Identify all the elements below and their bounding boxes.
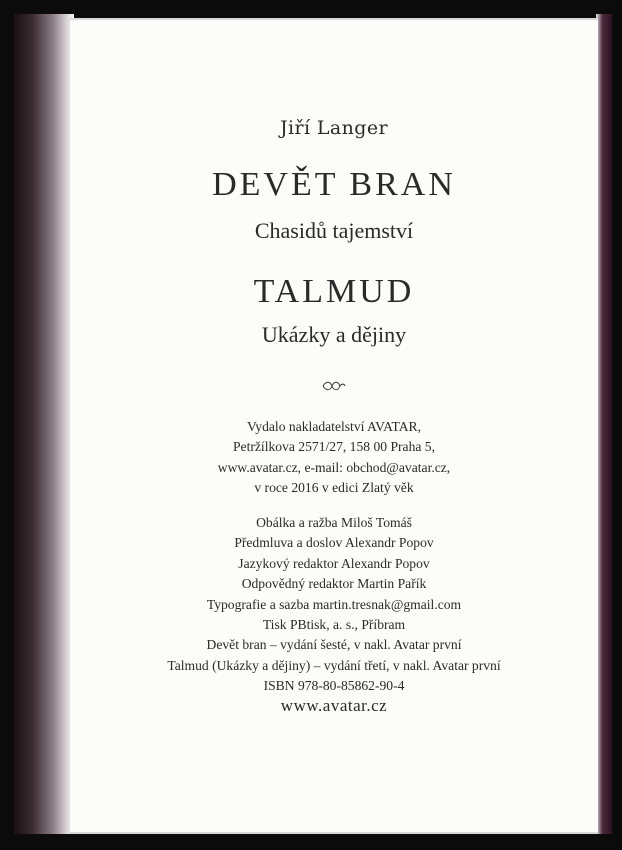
credit-line: Obálka a ražba Miloš Tomáš	[256, 515, 412, 530]
credit-line: Jazykový redaktor Alexandr Popov	[238, 555, 430, 571]
book-spine-shadow	[14, 14, 74, 834]
book2-subtitle: Ukázky a dějiny	[261, 322, 407, 347]
book-page	[70, 18, 598, 834]
credit-line: Talmud (Ukázky a dějiny) – vydání třetí, v nakl. Avatar první	[167, 657, 501, 673]
imprint-line: Petržílkova 2571/27, 158 00 Praha 5,	[233, 439, 435, 455]
fleuron-ornament-icon	[70, 379, 598, 395]
book-edge-right	[596, 14, 612, 834]
credit-line: Typografie a sazba martin.tresnak@gmail.com	[206, 596, 462, 612]
book1-title: DEVĚT BRAN	[212, 166, 456, 203]
imprint-line: Vydalo nakladatelství AVATAR,	[247, 419, 421, 434]
isbn-line: ISBN 978-80-85862-90-4	[263, 678, 405, 694]
imprint-line: www.avatar.cz, e-mail: obchod@avatar.cz,	[217, 459, 451, 475]
imprint-line: v roce 2016 v edici Zlatý věk	[254, 480, 414, 496]
credit-line: Předmluva a doslov Alexandr Popov	[234, 535, 434, 551]
credit-line: Odpovědný redaktor Martin Pařík	[241, 576, 427, 592]
credit-line: Tisk PBtisk, a. s., Příbram	[262, 617, 406, 633]
author-name: Jiří Langer	[280, 117, 388, 139]
publisher-website: www.avatar.cz	[280, 696, 388, 715]
book2-title: TALMUD	[253, 273, 415, 310]
credits-list	[70, 513, 598, 697]
credit-line: Devět bran – vydání šesté, v nakl. Avatar první	[206, 637, 462, 653]
book1-subtitle: Chasidů tajemství	[254, 218, 414, 243]
publisher-imprint	[70, 417, 598, 499]
